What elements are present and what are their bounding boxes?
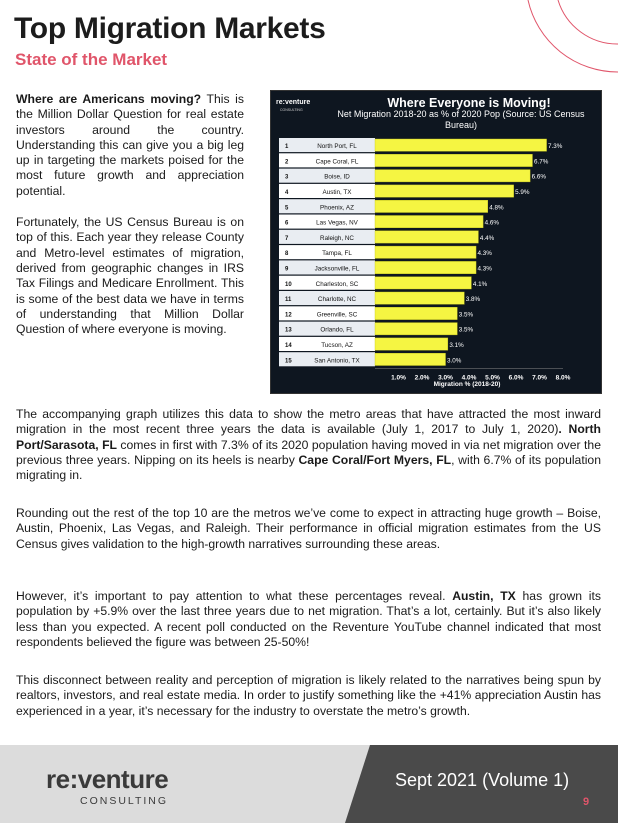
chart-bar xyxy=(375,216,483,228)
p3-text-c: comes in first with 7.3% of its 2020 population having moved in via net migration over the previous three years. Nipping on its heels is nearby xyxy=(16,437,601,467)
chart-rank-label: 8 xyxy=(285,251,289,258)
chart-data-label: 3.0% xyxy=(447,357,462,365)
p5-text-c: has grown its population by +5.9% over the last three years due to net migration. That’s a lot, certainly. But it’s also likely less than you expected. A recent poll conducted on the Reventure YouTube channel indicated that most respondents believed the figure was between 25-50%! xyxy=(16,589,601,649)
chart-subtitle: Net Migration 2018-20 as % of 2020 Pop (Source: US Census Bureau) xyxy=(337,109,585,130)
chart-category-label: Greenville, SC xyxy=(316,311,358,319)
chart-x-tick-label: 4.0% xyxy=(461,374,477,382)
chart-x-tick-label: 5.0% xyxy=(485,374,500,382)
p3-bold-northport: . North Port/Sarasota, FL xyxy=(16,422,602,452)
chart-bar xyxy=(375,261,476,273)
intro-paragraph-1 xyxy=(16,92,244,199)
chart-category-label: Orlando, FL xyxy=(320,326,354,334)
chart-rank-label: 3 xyxy=(285,174,289,181)
chart-rank-label: 14 xyxy=(285,342,292,349)
chart-data-label: 3.5% xyxy=(458,311,474,319)
chart-bar xyxy=(375,246,476,258)
chart-logo-sub: CONSULTING xyxy=(280,108,303,112)
chart-rank-label: 6 xyxy=(285,220,289,227)
chart-rank-label: 2 xyxy=(285,159,289,166)
p5-text-a: However, it’s important to pay attention to what these percentages reveal. xyxy=(16,589,453,603)
chart-data-label: 3.5% xyxy=(458,326,474,334)
page-number: 9 xyxy=(583,796,590,808)
intro-lead: Where are Americans moving? xyxy=(16,92,202,106)
chart-title: Where Everyone is Moving! xyxy=(387,96,551,110)
chart-rank-label: 13 xyxy=(285,327,292,334)
chart-rank-label: 10 xyxy=(285,281,292,288)
chart-rank-label: 9 xyxy=(285,266,289,273)
chart-bar xyxy=(375,292,464,304)
chart-category-label: Las Vegas, NV xyxy=(316,219,358,227)
chart-bar xyxy=(375,185,514,197)
chart-bar xyxy=(375,231,478,243)
chart-category-label: Boise, ID xyxy=(324,173,350,181)
chart-x-tick-label: 3.0% xyxy=(438,374,453,382)
chart-data-label: 4.4% xyxy=(479,234,495,242)
p3-text-e: , with 6.7% of its population migrating in. xyxy=(16,452,601,483)
page-subtitle: State of the Market xyxy=(15,50,168,69)
chart-rank-label: 15 xyxy=(285,358,292,365)
intro-paragraph-2: Fortunately, the US Census Bureau is on top of this. Each year they release County and Metro-level estimates of migration, derived from geographic changes in IRS Tax Filings and Medicare Enrollment. This is some of the best data we have in terms of understanding that Million Dollar Question of where everyone is moving. xyxy=(16,215,244,337)
intro-column xyxy=(16,92,244,353)
body-paragraph-5 xyxy=(16,589,601,650)
chart-data-label: 3.1% xyxy=(449,341,464,349)
p5-bold-austin: Austin, TX xyxy=(452,589,516,603)
chart-bar xyxy=(375,353,446,365)
chart-x-tick-label: 6.0% xyxy=(508,374,524,382)
chart-rank-label: 1 xyxy=(285,144,289,151)
intro-text: This is the Million Dollar Question for real estate investors around the country. Understanding this can give you a big leg up in targeting the markets poised for the most future growth and appreciation potential. xyxy=(16,92,244,198)
chart-data-label: 4.1% xyxy=(472,280,488,288)
chart-logo-text: re:venture xyxy=(276,99,311,106)
chart-data-label: 7.3% xyxy=(548,143,563,151)
chart-data-label: 6.6% xyxy=(531,173,546,181)
chart-bar xyxy=(375,323,457,335)
chart-data-label: 4.8% xyxy=(489,204,504,212)
chart-category-label: Phoenix, AZ xyxy=(320,204,354,212)
chart-x-tick-label: 7.0% xyxy=(532,374,547,382)
chart-rank-label: 11 xyxy=(285,297,292,304)
p3-text-a: The accompanying graph utilizes this data to show the metro areas that have attracted the most inward migration in the most recent three years the data is available (July 1, 2017 to July 1, 2020) xyxy=(16,407,601,437)
issue-label: Sept 2021 (Volume 1) xyxy=(395,770,570,790)
chart-category-label: Raleigh, NC xyxy=(320,234,354,242)
chart-category-label: San Antonio, TX xyxy=(314,357,360,365)
chart-data-label: 6.7% xyxy=(533,158,549,166)
chart-category-label: Tucson, AZ xyxy=(321,341,353,349)
chart-bar xyxy=(375,307,457,319)
migration-chart xyxy=(270,90,602,394)
chart-x-tick-label: 1.0% xyxy=(391,374,406,382)
chart-category-label: Tampa, FL xyxy=(322,250,352,258)
body-paragraph-6: This disconnect between reality and perception of migration is likely related to the narratives being spun by realtors, investors, and real estate media. In order to justify something like the +41% appreciation Austin has experienced in a year, it’s necessary for the industry to overstate the metro’s growth. xyxy=(16,673,601,718)
chart-category-label: North Port, FL xyxy=(317,143,357,151)
chart-category-label: Austin, TX xyxy=(322,188,352,196)
chart-data-label: 5.9% xyxy=(515,188,530,196)
chart-rank-label: 4 xyxy=(285,189,289,196)
chart-bar xyxy=(375,200,488,212)
chart-bar xyxy=(375,277,471,289)
body-paragraph-3 xyxy=(16,407,601,483)
chart-data-label: 3.8% xyxy=(465,296,481,304)
chart-category-label: Charlotte, NC xyxy=(317,296,357,304)
chart-data-label: 4.3% xyxy=(477,250,492,258)
page-title: Top Migration Markets xyxy=(14,12,326,45)
chart-rank-label: 7 xyxy=(285,235,289,242)
chart-bar xyxy=(375,139,547,151)
chart-rank-label: 5 xyxy=(285,205,289,212)
chart-x-axis-label: Migration % (2018-20) xyxy=(433,381,501,388)
chart-x-tick-label: 8.0% xyxy=(555,374,571,382)
p3-bold-capecoral: Cape Coral/Fort Myers, FL xyxy=(298,452,452,467)
chart-category-label: Charleston, SC xyxy=(315,280,359,288)
footer-logo: re:venture xyxy=(46,764,169,794)
footer-logo-sub: CONSULTING xyxy=(80,795,169,807)
chart-bar xyxy=(375,338,448,350)
chart-bar xyxy=(375,170,530,182)
chart-bar xyxy=(375,154,532,166)
migration-chart-svg xyxy=(271,91,601,393)
chart-rank-label: 12 xyxy=(285,312,292,319)
decorative-arcs xyxy=(508,0,618,100)
chart-data-label: 4.3% xyxy=(477,265,492,273)
chart-data-label: 4.6% xyxy=(484,219,499,227)
chart-category-label: Cape Coral, FL xyxy=(315,158,359,166)
chart-category-label: Jacksonville, FL xyxy=(314,265,360,273)
body-paragraph-4: Rounding out the rest of the top 10 are the metros we’ve come to expect in attracting huge growth – Boise, Austin, Phoenix, Las Vegas, and Raleigh. Their performance in official migration estimates from the US Census gives validation to the high-growth narratives surrounding these areas. xyxy=(16,506,601,551)
chart-x-tick-label: 2.0% xyxy=(414,374,430,382)
